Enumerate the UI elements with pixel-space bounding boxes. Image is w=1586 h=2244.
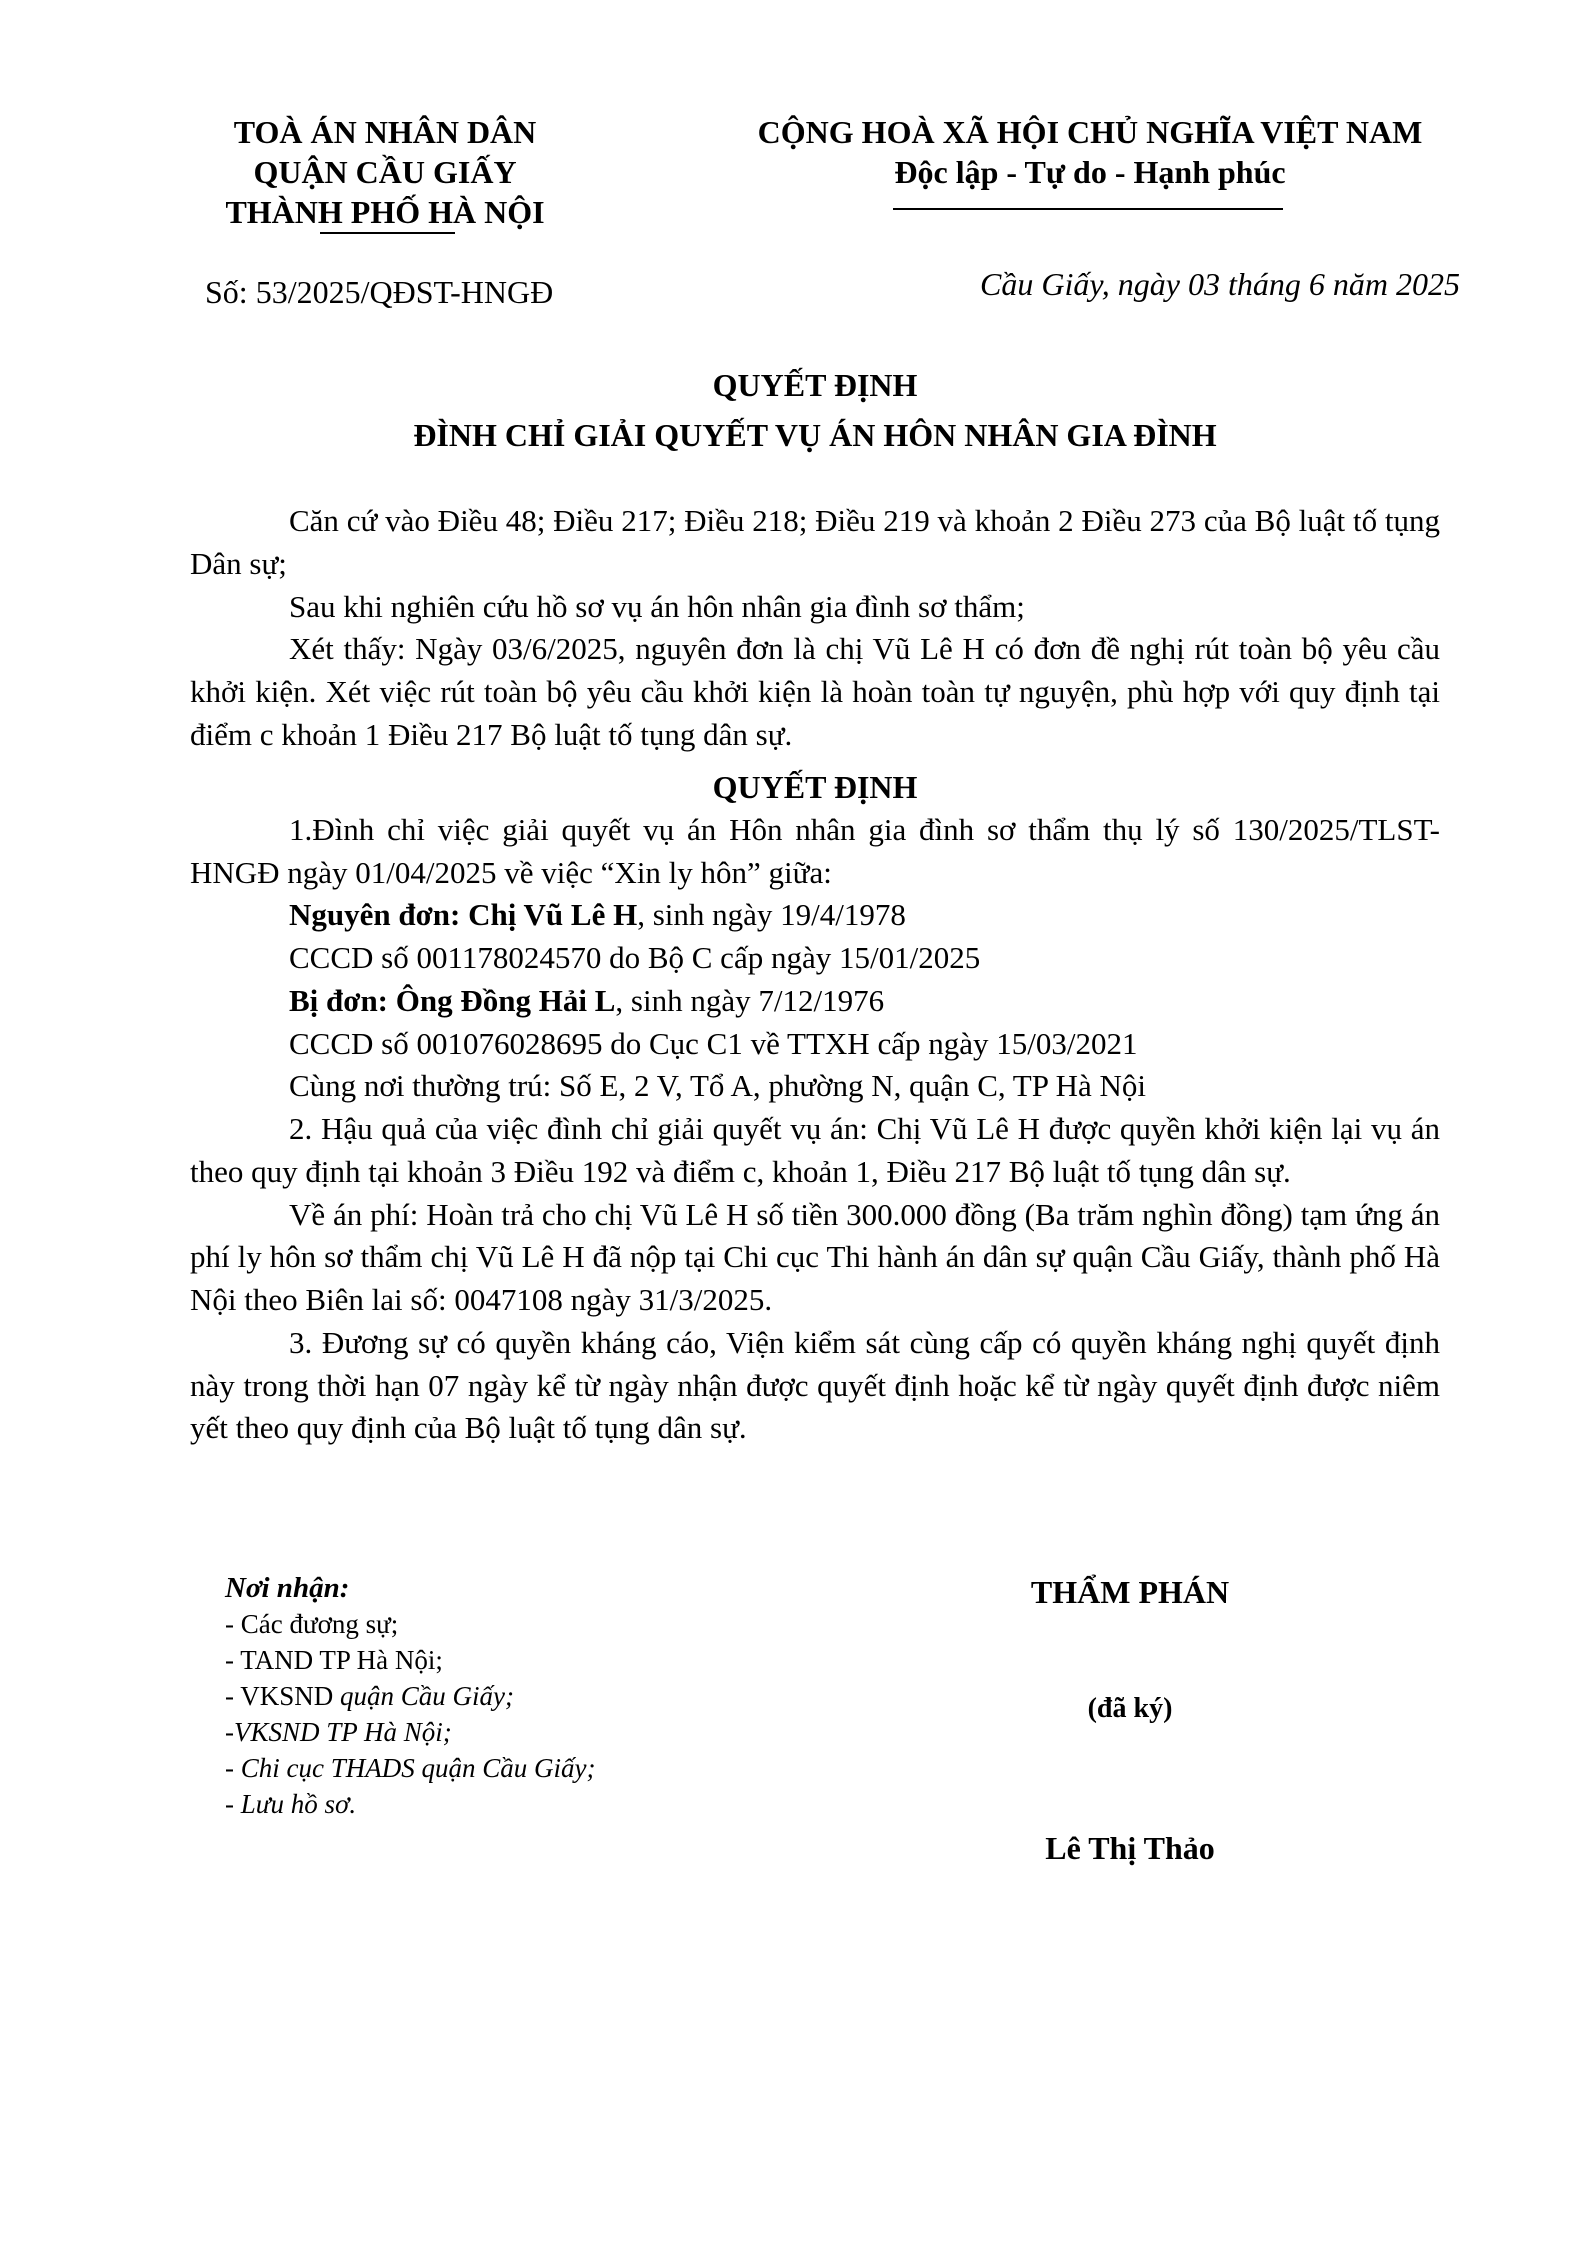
plaintiff-label: Nguyên đơn: Chị Vũ Lê H bbox=[289, 897, 638, 933]
defendant-label: Bị đơn: Ông Đồng Hải L bbox=[289, 982, 616, 1018]
recipients-block bbox=[225, 1570, 785, 1822]
title-line-2: ĐÌNH CHỈ GIẢI QUYẾT VỤ ÁN HÔN NHÂN GIA ĐÌNH bbox=[413, 417, 1217, 453]
title-line-1: QUYẾT ĐỊNH bbox=[712, 367, 918, 403]
defendant-line bbox=[190, 980, 1440, 1023]
signed-mark: (đã ký) bbox=[1087, 1693, 1173, 1724]
defendant-id: CCCD số 001076028695 do Cục C1 về TTXH cấp ngày 15/03/2021 bbox=[289, 1025, 1138, 1061]
legal-basis-paragraph: Căn cứ vào Điều 48; Điều 217; Điều 218; Điều 219 và khoản 2 Điều 273 của Bộ luật tố tụng Dân sự; bbox=[190, 503, 1440, 581]
motto-underline bbox=[893, 208, 1283, 210]
nation-line-2: Độc lập - Tự do - Hạnh phúc bbox=[894, 154, 1286, 190]
recipient-5: - Chi cục THADS quận Cầu Giấy; bbox=[225, 1753, 596, 1783]
court-line-1: TOÀ ÁN NHÂN DÂN bbox=[233, 114, 537, 150]
document-body bbox=[190, 500, 1440, 1450]
court-underline bbox=[320, 232, 455, 234]
document-title bbox=[190, 360, 1440, 460]
plaintiff-id: CCCD số 001178024570 do Bộ C cấp ngày 15/01/2025 bbox=[289, 940, 981, 976]
place-date: Cầu Giấy, ngày 03 tháng 6 năm 2025 bbox=[980, 266, 1460, 302]
court-line-3: THÀNH PHỐ HÀ NỘI bbox=[225, 194, 545, 230]
court-fee-paragraph: Về án phí: Hoàn trả cho chị Vũ Lê H số tiền 300.000 đồng (Ba trăm nghìn đồng) tạm ứng án phí ly hôn sơ thẩm chị Vũ Lê H đã nộp tại Chi cục Thi hành án dân sự quận Cầu Giấy, thành phố Hà Nội theo Biên lai số: 0047108 ngày 31/3/2025. bbox=[190, 1196, 1440, 1318]
residence-line: Cùng nơi thường trú: Số E, 2 V, Tổ A, phường N, quận C, TP Hà Nội bbox=[289, 1068, 1146, 1104]
recipient-3-prefix: - VKSND bbox=[225, 1681, 341, 1711]
recipient-2: - TAND TP Hà Nội; bbox=[225, 1645, 443, 1675]
decision-item-2: 2. Hậu quả của việc đình chỉ giải quyết vụ án: Chị Vũ Lê H được quyền khởi kiện lại vụ án theo quy định tại khoản 3 Điều 192 và điểm c, khoản 1, Điều 217 Bộ luật tố tụng dân sự. bbox=[190, 1111, 1440, 1189]
decision-item-1: 1.Đình chỉ việc giải quyết vụ án Hôn nhân gia đình sơ thẩm thụ lý số 130/2025/TLST-HNGĐ ngày 01/04/2025 về việc “Xin ly hôn” giữa: bbox=[190, 811, 1440, 890]
decision-heading: QUYẾT ĐỊNH bbox=[712, 768, 918, 805]
review-paragraph: Sau khi nghiên cứu hồ sơ vụ án hôn nhân gia đình sơ thẩm; bbox=[289, 588, 1025, 624]
defendant-birth: , sinh ngày 7/12/1976 bbox=[615, 982, 885, 1018]
decision-item-3: 3. Đương sự có quyền kháng cáo, Viện kiểm sát cùng cấp có quyền kháng nghị quyết định này trong thời hạn 07 ngày kể từ ngày nhận được quyết định hoặc kể từ ngày quyết định được niêm yết theo quy định của Bộ luật tố tụng dân sự. bbox=[190, 1324, 1440, 1446]
recipient-6: - Lưu hồ sơ. bbox=[225, 1789, 357, 1819]
plaintiff-birth: , sinh ngày 19/4/1978 bbox=[637, 897, 906, 933]
recipient-3 bbox=[225, 1678, 785, 1714]
nation-line-1: CỘNG HOÀ XÃ HỘI CHỦ NGHĨA VIỆT NAM bbox=[757, 114, 1423, 150]
finding-paragraph: Xét thấy: Ngày 03/6/2025, nguyên đơn là chị Vũ Lê H có đơn đề nghị rút toàn bộ yêu cầu khởi kiện. Xét việc rút toàn bộ yêu cầu khởi kiện là hoàn toàn tự nguyện, phù hợp với quy định tại điểm c khoản 1 Điều 217 Bộ luật tố tụng dân sự. bbox=[190, 631, 1440, 752]
judge-name: Lê Thị Thảo bbox=[1045, 1830, 1215, 1866]
recipient-1: - Các đương sự; bbox=[225, 1609, 399, 1639]
plaintiff-line bbox=[190, 894, 1440, 937]
document-number: Số: 53/2025/QĐST-HNGĐ bbox=[205, 274, 554, 310]
court-name bbox=[160, 112, 610, 232]
recipient-3-italic: quận Cầu Giấy; bbox=[340, 1681, 514, 1711]
recipient-4: -VKSND TP Hà Nội; bbox=[225, 1717, 452, 1747]
judge-title: THẨM PHÁN bbox=[1030, 1574, 1230, 1610]
national-motto bbox=[700, 112, 1480, 192]
recipients-title: Nơi nhận: bbox=[225, 1572, 350, 1604]
court-line-2: QUẬN CẦU GIẤY bbox=[253, 154, 517, 190]
